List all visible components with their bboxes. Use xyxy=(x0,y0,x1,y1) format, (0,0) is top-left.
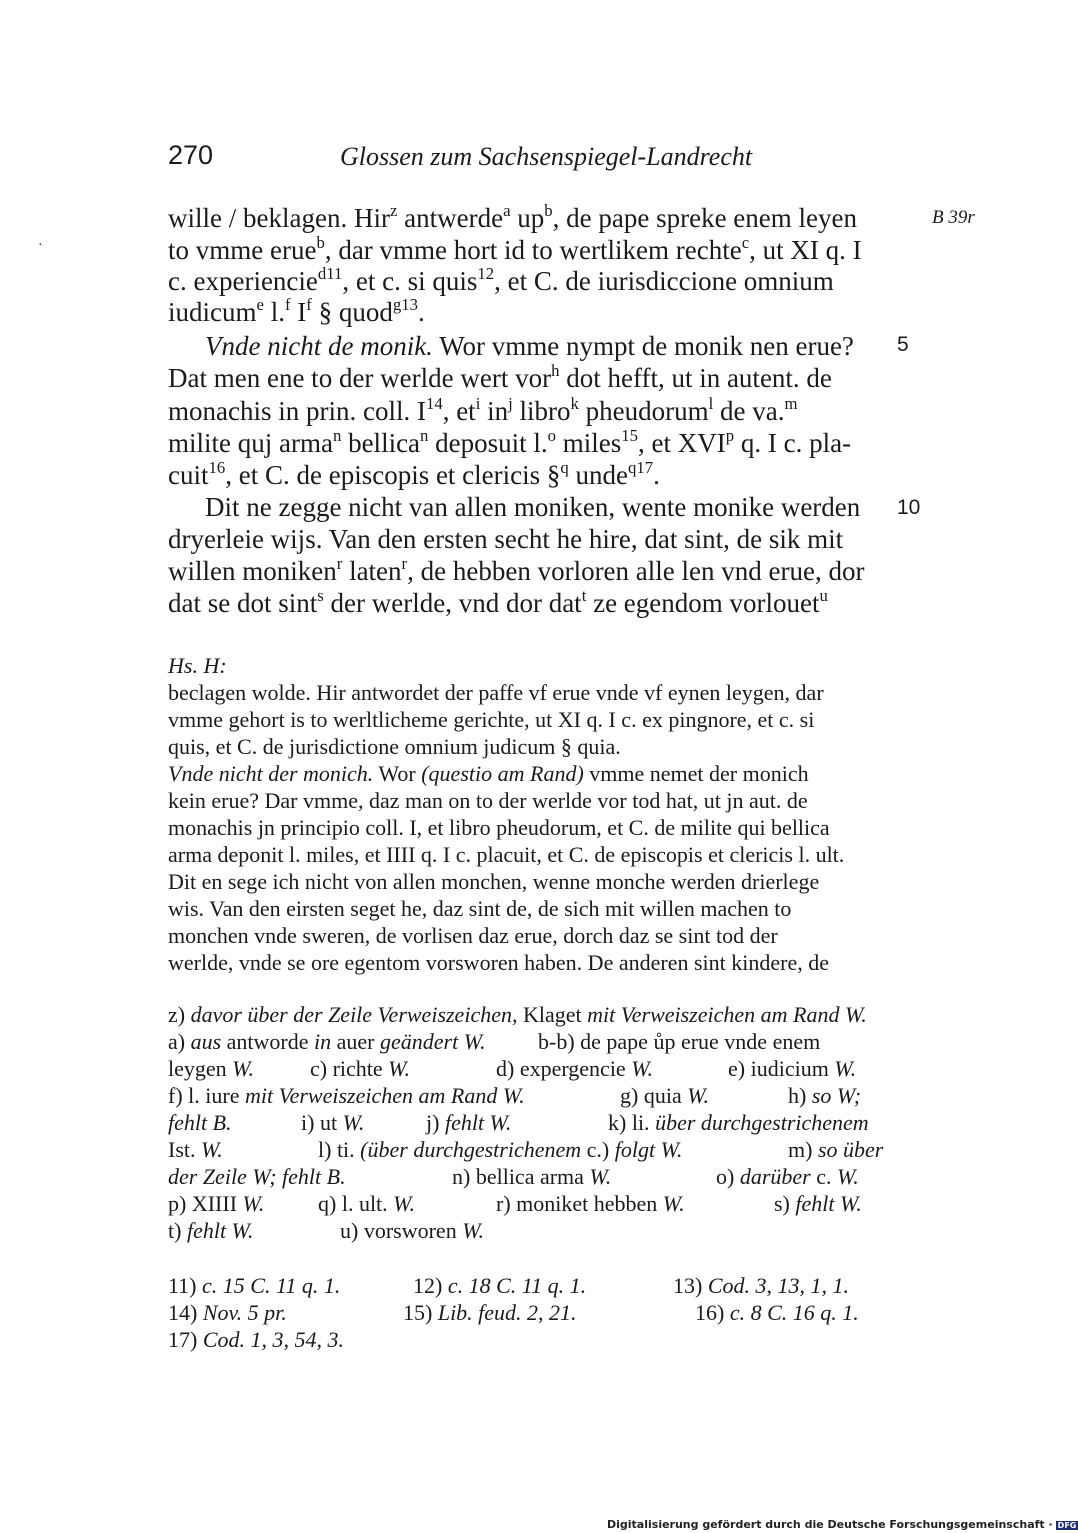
footnote-11: 11) c. 15 C. 11 q. 1. xyxy=(168,1273,341,1298)
line-number-5: 5 xyxy=(897,333,909,356)
footnote-14: 14) Nov. 5 pr. xyxy=(168,1300,287,1325)
hs-text-line: kein erue? Dar vmme, daz man on to der werlde vor tod hat, ut jn aut. de xyxy=(168,788,808,813)
main-text-line: iudicum$^e$ l.$^f$ $I^f$ § quod$^{g13}$. xyxy=(168,295,425,327)
source-footnote-line xyxy=(168,1329,344,1351)
line-number-10: 10 xyxy=(897,496,921,519)
apparatus-note-line: z) davor über der Zeile Verweiszeichen, Klaget mit Verweiszeichen am Rand W. xyxy=(168,1002,867,1027)
digitization-footer: Digitalisierung gefördert durch die Deutsche Forschungsgemeinschaft · DFG xyxy=(607,1518,1077,1531)
apparatus-note-line: p) XIIII W. q) l. ult. W. r) moniket hebben W. s) fehlt W. xyxy=(168,1191,862,1216)
hs-text-line: werlde, vnde se ore egentom vorsworen haben. De anderen sint kindere, de xyxy=(168,950,829,975)
main-text-line: milite quj arma$^n$ bellica$^n$ deposuit l.$^o$ miles$^{15}$, et XVI$^p$ q. I c. pla- xyxy=(168,426,852,458)
footnote-13: 13) Cod. 3, 13, 1, 1. xyxy=(673,1273,850,1298)
main-text-line: Dat men ene to der werlde wert vor$^h$ dot hefft, ut in autent. de xyxy=(168,361,832,393)
hs-text-line: monchen vnde sweren, de vorlisen daz erue, dorch daz se sint tod der xyxy=(168,923,778,948)
main-text-line: wille / beklagen. Hir$^z$ antwerde$^a$ $up^b$, de pape spreke enem leyen xyxy=(168,201,857,233)
apparatus-note-line: Ist. W. l) ti. (über durchgestrichenem c.) folgt W. m) so über xyxy=(168,1137,884,1162)
hs-text-line: wis. Van den eirsten seget he, daz sint de, de sich mit willen machen to xyxy=(168,896,792,921)
dfg-logo: DFG xyxy=(1057,1520,1077,1530)
main-text-line: monachis in prin. coll. $I^{14}$, $et^i$ $in^j$ libro$^k$ pheudorum$^l$ de va.$^m$ xyxy=(168,394,798,426)
margin-folio-ref: B 39r xyxy=(932,207,975,228)
hs-text-line: arma deponit l. miles, et IIII q. I c. placuit, et C. de episcopis et clericis l. ult. xyxy=(168,842,845,867)
apparatus-note-line: der Zeile W; fehlt B. n) bellica arma W. o) darüber c. W. xyxy=(168,1164,859,1189)
hs-text-line: Vnde nicht der monich. Wor (questio am Rand) vmme nemet der monich xyxy=(168,761,809,786)
apparatus-note-line: leygen W. c) richte W. d) expergencie W. e) iudicium W. xyxy=(168,1056,857,1081)
hs-text-line: monachis jn principio coll. I, et libro pheudorum, et C. de milite qui bellica xyxy=(168,815,830,840)
margin-mark: · xyxy=(38,238,43,253)
apparatus-note-line: f) l. iure mit Verweiszeichen am Rand W. g) quia W. h) so W; xyxy=(168,1083,862,1108)
hs-text-line: vmme gehort is to werltlicheme gerichte, ut XI q. I c. ex pingnore, et c. si xyxy=(168,707,815,732)
main-text-line: Dit ne zegge nicht van allen moniken, wente monike werden xyxy=(205,492,861,522)
source-footnote-line xyxy=(168,1273,850,1298)
page-number: 270 xyxy=(168,140,214,170)
footnote-17: 17) Cod. 1, 3, 54, 3. xyxy=(168,1327,345,1352)
running-title: Glossen zum Sachsenspiegel-Landrecht xyxy=(340,142,753,171)
footnote-12: 12) c. 18 C. 11 q. 1. xyxy=(413,1273,587,1298)
footnote-16: 16) c. 8 C. 16 q. 1. xyxy=(695,1300,859,1325)
main-text-line: to vmme erue$^b$, dar vmme hort id to wertlikem rechte$^c$, ut XI q. I xyxy=(168,233,862,265)
main-text-line: Vnde nicht de monik. Wor vmme nympt de monik nen erue? xyxy=(205,331,854,361)
main-text-line: cuit$^{16}$, et C. de episcopis et clericis §$^q$ unde$^{q17}$. xyxy=(168,458,660,490)
main-text-line: c. experiencie$^{d11}$, et c. si quis$^{12}$, et C. de iurisdiccione omnium xyxy=(168,264,834,296)
hs-text-line: Dit en sege ich nicht von allen monchen, wenne monche werden drierlege xyxy=(168,869,820,894)
hs-text-line: quis, et C. de jurisdictione omnium judicum § quia. xyxy=(168,734,621,759)
footnote-15: 15) Lib. feud. 2, 21. xyxy=(403,1300,577,1325)
hs-heading: Hs. H: xyxy=(168,653,227,678)
source-footnote-line xyxy=(168,1300,859,1325)
apparatus-note-line: a) aus antworde in auer geändert W. b-b) de pape ůp erue vnde enem xyxy=(168,1029,821,1054)
hs-text-line: beclagen wolde. Hir antwordet der paffe vf erue vnde vf eynen leygen, dar xyxy=(168,680,824,705)
apparatus-note-line: fehlt B. i) ut W. j) fehlt W. k) li. über durchgestrichenem xyxy=(168,1110,869,1135)
main-text-line: willen moniken$^r$ laten$^r$, de hebben vorloren alle len vnd erue, dor xyxy=(168,554,865,586)
main-text-line: dryerleie wijs. Van den ersten secht he hire, dat sint, de sik mit xyxy=(168,524,844,554)
apparatus-note-line: t) fehlt W. u) vorsworen W. xyxy=(168,1218,485,1243)
main-text-line: dat se dot sint$^s$ der werlde, vnd dor dat$^t$ ze egendom vorlouet$^u$ xyxy=(168,586,828,618)
